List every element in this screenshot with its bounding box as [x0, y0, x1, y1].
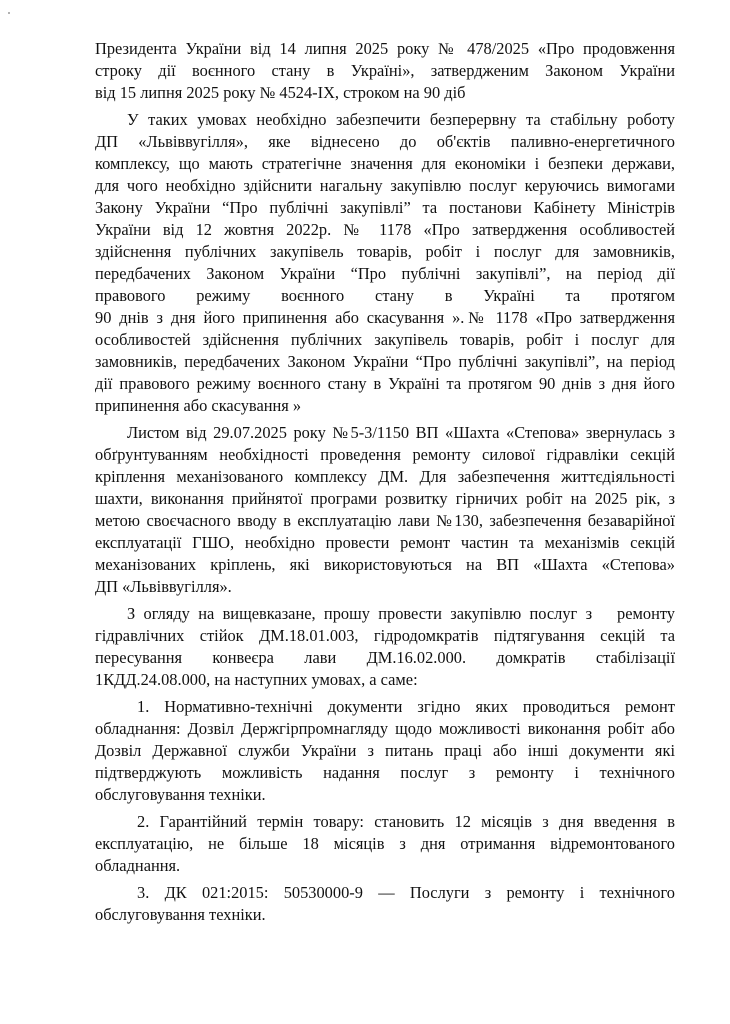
- text-line: здійснення публічних закупівель товарів, робіт і послуг для замовників,: [95, 242, 675, 261]
- text-line: передбачених Законом України “Про публічні закупівлі”, на період дії: [95, 264, 675, 283]
- text-line: замовників, передбачених Законом України “Про публічні закупівлі”, на період: [95, 352, 675, 371]
- text-line: пересування конвеєра лави ДМ.16.02.000. домкратів стабілізації: [95, 648, 675, 667]
- text-line: обслуговування техніки.: [95, 785, 266, 804]
- text-line: строку дії воєнного стану в Україні», затвердженим Законом України: [95, 61, 675, 80]
- text-line: підтверджують можливість надання послуг з ремонту і технічного: [95, 763, 675, 782]
- text-line: кріплення механізованого комплексу ДМ. Для забезпечення життєдіяльності: [95, 467, 675, 486]
- text-line: України від 12 жовтня 2022р. № 1178 «Про затвердження особливостей: [95, 220, 675, 239]
- text-line: У таких умовах необхідно забезпечити безперервну та стабільну роботу: [127, 110, 675, 129]
- text-line: Закону України “Про публічні закупівлі” та постанови Кабінету Міністрів: [95, 198, 675, 217]
- list-item-3: 3. ДК 021:2015: 50530000-9 — Послуги з ремонту і технічного: [137, 883, 675, 902]
- text-line: комплексу, що мають стратегічне значення для економіки і безпеки держави,: [95, 154, 675, 173]
- list-item-2: 2. Гарантійний термін товару: становить 12 місяців з дня введення в: [137, 812, 675, 831]
- text-line: 90 днів з дня його припинення або скасування ».№ 1178 «Про затвердження: [95, 308, 675, 327]
- text-line: обслуговування техніки.: [95, 905, 266, 924]
- text-line: експлуатації ГШО, необхідно провести ремонт частин та механізмів секцій: [95, 533, 675, 552]
- text-line: ДП «Львіввугілля», яке віднесено до об'єктів паливно-енергетичного: [95, 132, 675, 151]
- text-line: механізованих кріплень, які використовуються на ВП «Шахта «Степова»: [95, 555, 675, 574]
- text-line: З огляду на вищевказане, прошу провести закупівлю послуг з ремонту: [127, 604, 675, 623]
- text-line: обладнання.: [95, 856, 181, 875]
- text-line: 1КДД.24.08.000, на наступних умовах, а саме:: [95, 670, 418, 689]
- text-line: Дозвіл Державної служби України з питань праці або інші документи які: [95, 741, 675, 760]
- text-line: метою своєчасного вводу в експлуатацію лави №130, забезпечення безаварійної: [95, 511, 675, 530]
- text-line: експлуатацію, не більше 18 місяців з дня отримання відремонтованого: [95, 834, 675, 853]
- text-line: Листом від 29.07.2025 року №5-3/1150 ВП «Шахта «Степова» звернулась з: [127, 423, 675, 442]
- list-item-1: 1. Нормативно-технічні документи згідно яких проводиться ремонт: [137, 697, 675, 716]
- text-line: обґрунтуванням необхідності проведення ремонту силової гідравліки секцій: [95, 445, 675, 464]
- text-line: гідравлічних стійок ДМ.18.01.003, гідродомкратів підтягування секцій та: [95, 626, 675, 645]
- text-line: обладнання: Дозвіл Держгірпромнагляду щодо можливості виконання робіт або: [95, 719, 675, 738]
- text-line: шахти, виконання прийнятої програми розвитку гірничих робіт на 2025 рік, з: [95, 489, 675, 508]
- text-line: для чого необхідно здійснити нагальну закупівлю послуг керуючись вимогами: [95, 176, 675, 195]
- text-line: припинення або скасування »: [95, 396, 302, 415]
- text-line: ДП «Львіввугілля».: [95, 577, 232, 596]
- text-line: дії правового режиму воєнного стану в Україні та протягом 90 днів з дня його: [95, 374, 675, 393]
- scan-speck: [8, 12, 10, 14]
- text-line: Президента України від 14 липня 2025 року № 478/2025 «Про продовження: [95, 39, 675, 58]
- text-line: від 15 липня 2025 року № 4524-IX, строком на 90 діб: [95, 83, 466, 102]
- text-line: правового режиму воєнного стану в Україні та протягом: [95, 286, 675, 305]
- text-line: особливостей здійснення публічних закупівель товарів, робіт і послуг для: [95, 330, 675, 349]
